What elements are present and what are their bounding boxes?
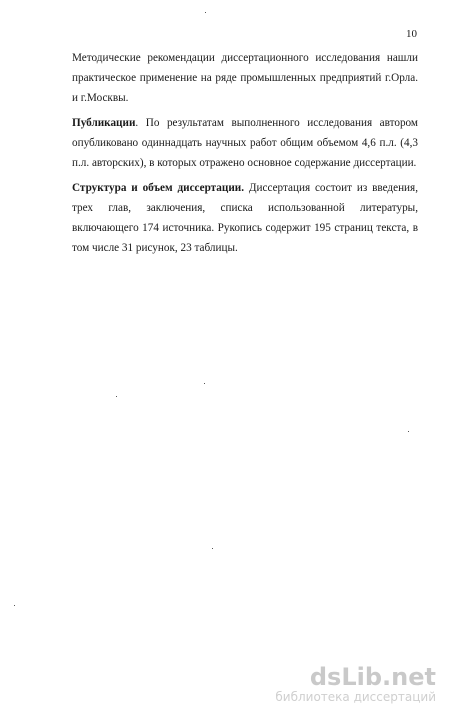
scan-speck	[204, 383, 205, 384]
paragraph-publications	[72, 113, 418, 173]
page-number: 10	[406, 28, 417, 40]
scan-speck	[116, 396, 117, 397]
publications-heading: Публикации	[72, 117, 136, 129]
publications-text: . По результатам выполненного исследования автором опубликовано одиннадцать научных работ общим объемом 4,6 п.л. (4,3 п.л. авторских), в которых отражено основное содержание диссертации.	[72, 117, 418, 169]
scan-speck	[14, 605, 15, 606]
watermark-logo: dsLib.net	[309, 663, 436, 691]
structure-text: Диссертация состоит из введения, трех глав, заключения, списка использованной литературы, включающего 174 источника. Рукопись содержит 195 страниц текста, в том числе 31 рисунок, 23 таблицы.	[72, 182, 418, 254]
scan-speck	[205, 12, 206, 13]
paragraph-text: Методические рекомендации диссертационного исследования нашли практическое применение на ряде промышленных предприятий г.Орла. и г.Москвы.	[72, 52, 418, 104]
watermark	[275, 665, 436, 705]
watermark-caption: библиотека диссертаций	[275, 690, 436, 704]
paragraph-recommendations	[72, 48, 418, 108]
scan-speck	[212, 548, 213, 549]
structure-heading: Структура и объем диссертации.	[72, 182, 245, 194]
scan-speck	[408, 431, 409, 432]
paragraph-structure	[72, 178, 418, 258]
